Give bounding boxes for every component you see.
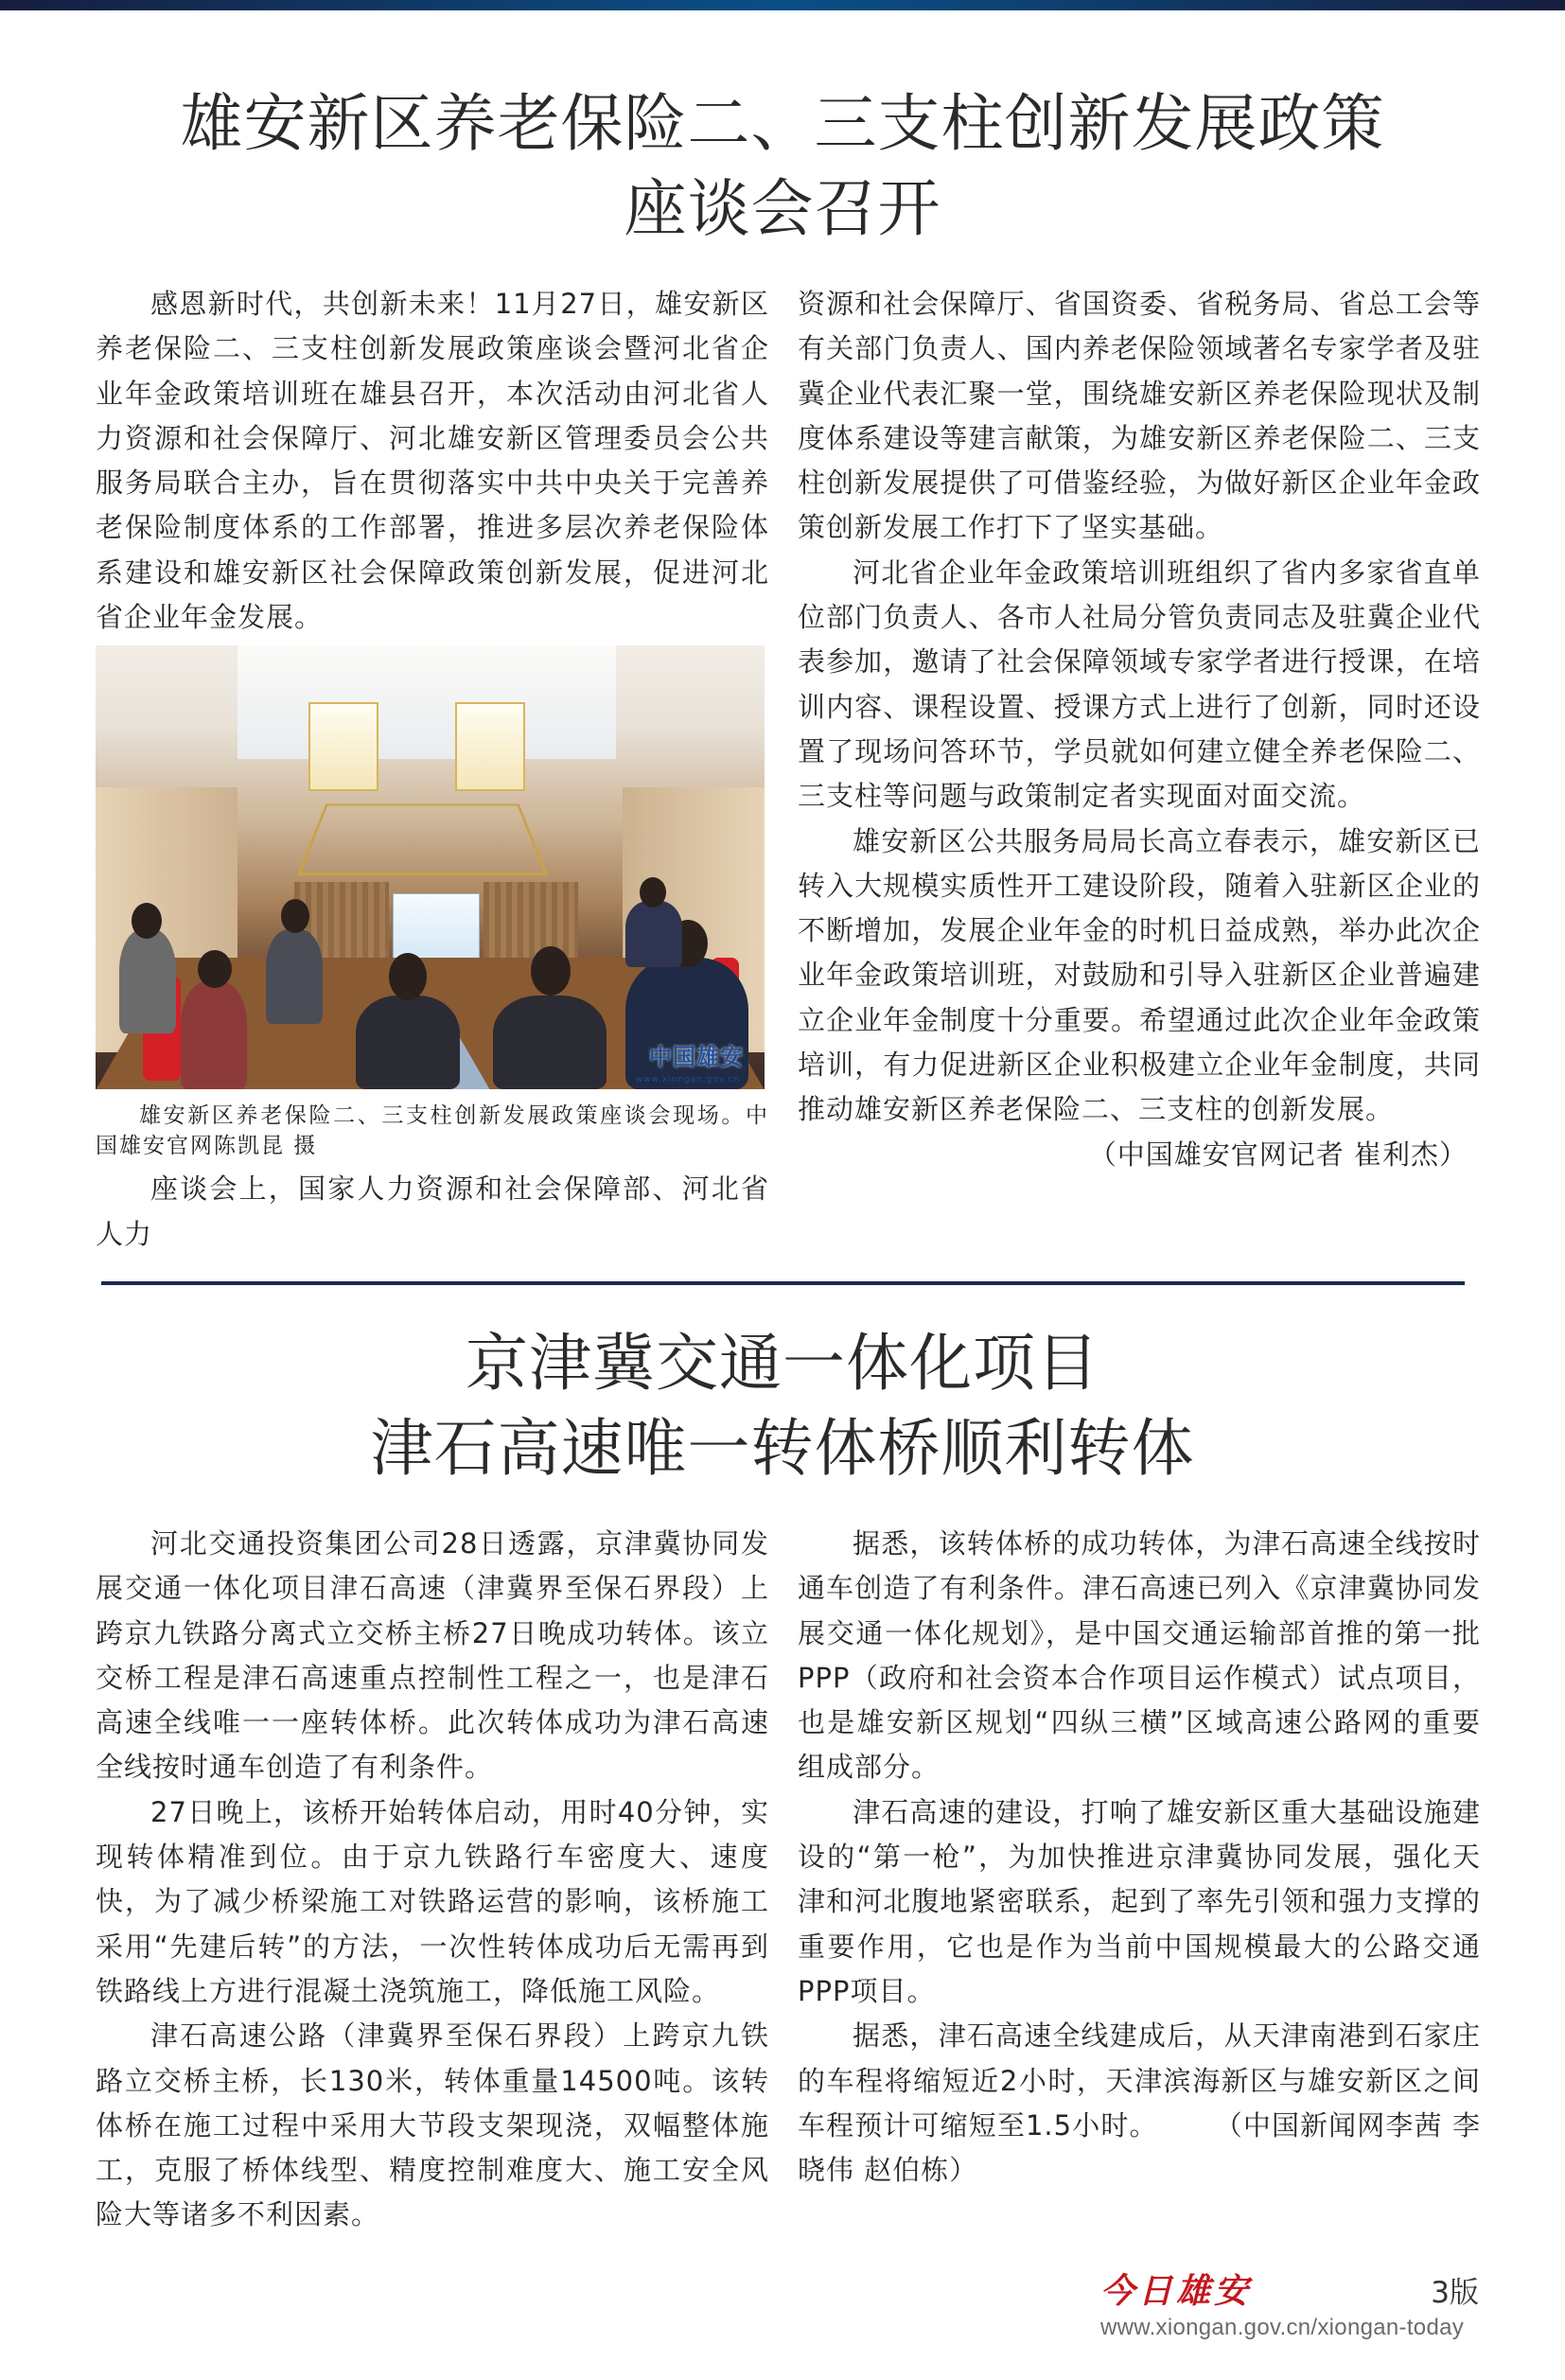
article1-columns xyxy=(0,282,1565,1257)
top-color-bar xyxy=(0,0,1565,10)
article2-paragraph-5: 津石高速的建设，打响了雄安新区重大基础设施建设的“第一枪”，为加快推进京津冀协同发展，强化天津和河北腹地紧密联系，起到了率先引领和强力支撑的重要作用，它也是作为当前中国规模最大的公路交通PPP项目。 xyxy=(798,1795,1481,2007)
article2-title-line-1: 京津冀交通一体化项目 xyxy=(466,1326,1099,1400)
footer-logo-xiongan-today: 今日雄安 xyxy=(1100,2270,1253,2311)
article2-paragraph-3: 津石高速公路（津冀界至保石界段）上跨京九铁路立交桥主桥，长130米，转体重量14500吨。该转体桥在施工过程中采用大节段支架现浇，双幅整体施工，克服了桥体线型、精度控制难度大、施工安全风险大等诸多不利因素。 xyxy=(96,2019,769,2231)
article2-right-column xyxy=(798,1522,1481,2238)
article1-paragraph-3: 河北省企业年金政策培训班组织了省内多家省直单位部门负责人、各市人社局分管负责同志及驻冀企业代表参加，邀请了社会保障领域专家学者进行授课，在培训内容、课程设置、授课方式上进行了创新，同时还设置了现场问答环节，学员就如何建立健全养老保险二、三支柱等问题与政策制定者实现面对面交流。 xyxy=(798,555,1481,813)
article1-right-column xyxy=(798,282,1481,1257)
photo-caption: 雄安新区养老保险二、三支柱创新发展政策座谈会现场。中国雄安官网陈凯昆 摄 xyxy=(96,1103,769,1159)
article1-left-column xyxy=(96,282,769,1257)
article2-byline: （中国新闻网李茜 李晓伟 赵伯栋） xyxy=(798,2108,1482,2187)
photo-watermark-logo: 中国雄安 xyxy=(649,1043,744,1071)
article1-title-line-2: 座谈会召开 xyxy=(624,172,941,245)
article2-left-column xyxy=(96,1522,769,2238)
article2-paragraph-6 xyxy=(798,2014,1481,2193)
footer xyxy=(1100,2270,1479,2342)
footer-url: www.xiongan.gov.cn/xiongan-today xyxy=(1100,2314,1465,2340)
article2-paragraph-2: 27日晚上，该桥开始转体启动，用时40分钟，实现转体精准到位。由于京九铁路行车密度大、速度快，为了减少桥梁施工对铁路运营的影响，该桥施工采用“先建后转”的方法，一次性转体成功后无需再到铁路线上方进行混凝土浇筑施工，降低施工风险。 xyxy=(96,1795,769,2007)
article1-title xyxy=(0,81,1565,252)
article2-title xyxy=(0,1321,1565,1491)
article1-paragraph-2-cont: 资源和社会保障厅、省国资委、省税务局、省总工会等有关部门负责人、国内养老保险领域著名专家学者及驻冀企业代表汇聚一堂，围绕雄安新区养老保险现状及制度体系建设等建言献策，为雄安新区养老保险二、三支柱创新发展提供了可借鉴经验，为做好新区企业年金政策创新发展工作打下了坚实基础。 xyxy=(798,288,1481,544)
article1-paragraph-1: 感恩新时代，共创新未来！11月27日，雄安新区养老保险二、三支柱创新发展政策座谈会暨河北省企业年金政策培训班在雄县召开，本次活动由河北省人力资源和社会保障厅、河北雄安新区管理委员会公共服务局联合主办，旨在贯彻落实中共中央关于完善养老保险制度体系的工作部署，推进多层次养老保险体系建设和雄安新区社会保障政策创新发展，促进河北省企业年金发展。 xyxy=(96,288,769,634)
photo-watermark-url: www.xiongan.gov.cn xyxy=(635,1075,740,1085)
article2-title-line-2: 津石高速唯一转体桥顺利转体 xyxy=(370,1411,1195,1485)
article1-title-line-1: 雄安新区养老保险二、三支柱创新发展政策 xyxy=(180,87,1385,160)
article1-byline: （中国雄安官网记者 崔利杰） xyxy=(1088,1137,1468,1171)
section-divider xyxy=(101,1281,1465,1285)
article2-paragraph-1: 河北交通投资集团公司28日透露，京津冀协同发展交通一体化项目津石高速（津冀界至保石界段）上跨京九铁路分离式立交桥主桥27日晚成功转体。该立交桥工程是津石高速重点控制性工程之一，也是津石高速全线唯一一座转体桥。此次转体成功为津石高速全线按时通车创造了有利条件。 xyxy=(96,1526,769,1784)
article2-columns xyxy=(0,1522,1565,2238)
page-number: 3版 xyxy=(1431,2275,1479,2310)
article2-paragraph-6-text: 据悉，津石高速全线建成后，从天津南港到石家庄的车程将缩短近2小时，天津滨海新区与雄安新区之间车程预计可缩短至1.5小时。 xyxy=(798,2019,1481,2142)
article2-paragraph-4: 据悉，该转体桥的成功转体，为津石高速全线按时通车创造了有利条件。津石高速已列入《京津冀协同发展交通一体化规划》，是中国交通运输部首推的第一批PPP（政府和社会资本合作项目运作模式）试点项目，也是雄安新区规划“四纵三横”区域高速公路网的重要组成部分。 xyxy=(798,1526,1481,1784)
article1-paragraph-4: 雄安新区公共服务局局长高立春表示，雄安新区已转入大规模实质性开工建设阶段，随着入驻新区企业的不断增加，发展企业年金的时机日益成熟，举办此次企业年金政策培训班，对鼓励和引导入驻新区企业普遍建立企业年金制度十分重要。希望通过此次企业年金政策培训，有力促进新区企业积极建立企业年金制度，共同推动雄安新区养老保险二、三支柱的创新发展。 xyxy=(798,824,1481,1126)
article1-paragraph-2-start: 座谈会上，国家人力资源和社会保障部、河北省人力 xyxy=(96,1172,769,1250)
article1-photo-meeting-room xyxy=(96,645,765,1089)
